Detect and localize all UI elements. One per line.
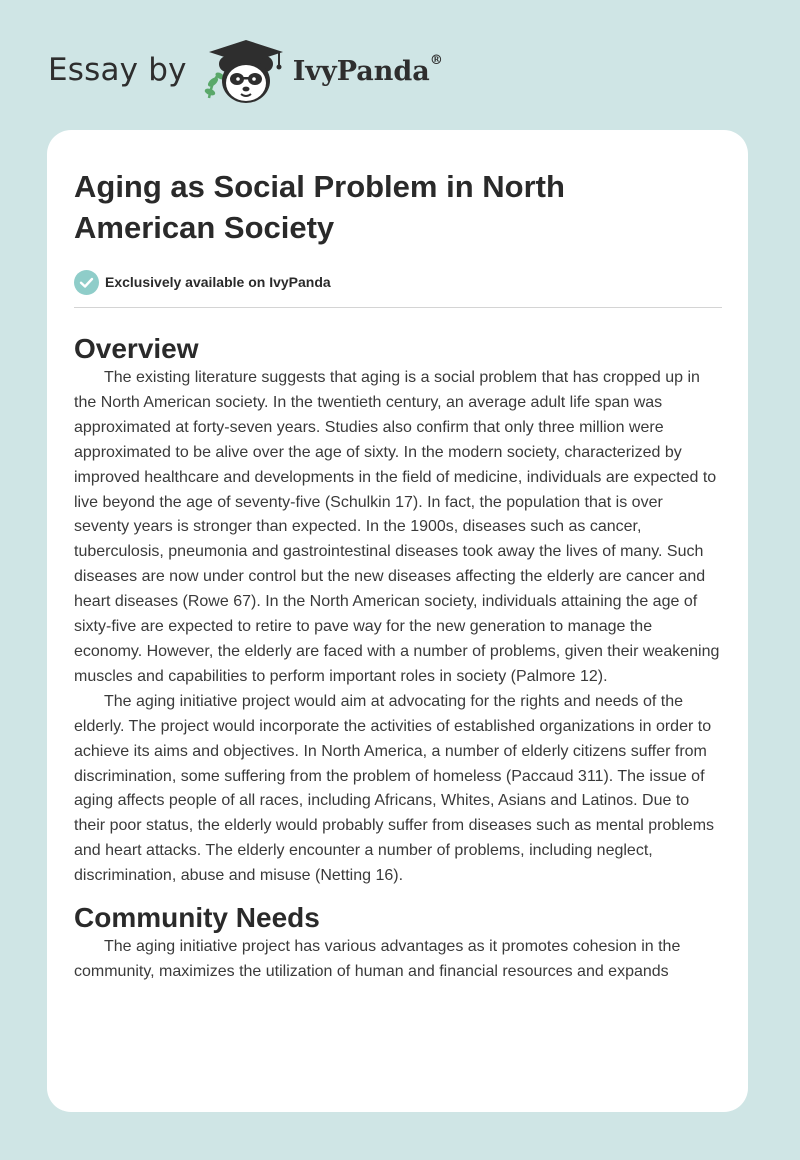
exclusive-badge [74,269,722,295]
section-heading-overview: Overview [74,333,199,364]
brand-name-text: IvyPanda [292,55,430,87]
paragraph: The existing literature suggests that aging is a social problem that has cropped up in the North American society. In the twentieth century, an average adult life span was approximated at forty-seven years. Studies also confirm that only three million were approximated to be alive over the age of sixty. In the modern society, characterized by improved healthcare and developments in the field of medicine, individuals are expected to live beyond the age of seventy-five (Schulkin 17). In fact, the population that is over seventy years is stronger than expected. In the 1900s, diseases such as cancer, tuberculosis, pneumonia and gastrointestinal diseases took away the lives of many. Such diseases are now under control but the new diseases affecting the elderly are cancer and heart diseases (Rowe 67). In the North American society, individuals attaining the age of sixty-five are expected to retire to pave way for the new generation to manage the economy. However, the elderly are faced with a number of problems, given their weakening muscles and capabilities to perform important roles in society (Palmore 12). [74,369,720,685]
registered-mark: ® [429,52,443,68]
paragraph: The aging initiative project has various advantages as it promotes cohesion in the community, maximizes the utilization of human and financial resources and expands [74,938,681,980]
site-header-logo[interactable] [48,36,443,106]
brand-name [292,52,443,87]
essay-content [74,166,722,985]
paragraph: The aging initiative project would aim at advocating for the rights and needs of the elderly. The project would incorporate the activities of established organizations in order to achieve its aims and objectives. In North America, a number of elderly citizens suffer from discrimination, some suffering from the problem of homeless (Paccaud 311). The issue of aging affects people of all races, including Africans, Whites, Asians and Latinos. Due to their poor status, the elderly would probably suffer from diseases such as mental problems and heart attacks. The elderly encounter a number of problems, including neglect, discrimination, abuse and misuse (Netting 16). [74,692,715,885]
check-circle-icon [74,270,99,295]
section-heading-community-needs: Community Needs [74,902,320,934]
essay-title: Aging as Social Problem in North American Society [74,169,565,245]
exclusive-badge-text: Exclusively available on IvyPanda [105,274,331,290]
essay-by-label: Essay by [48,52,187,88]
essay-card [47,130,748,1112]
title-divider [74,307,722,308]
panda-graduate-icon [203,36,291,106]
